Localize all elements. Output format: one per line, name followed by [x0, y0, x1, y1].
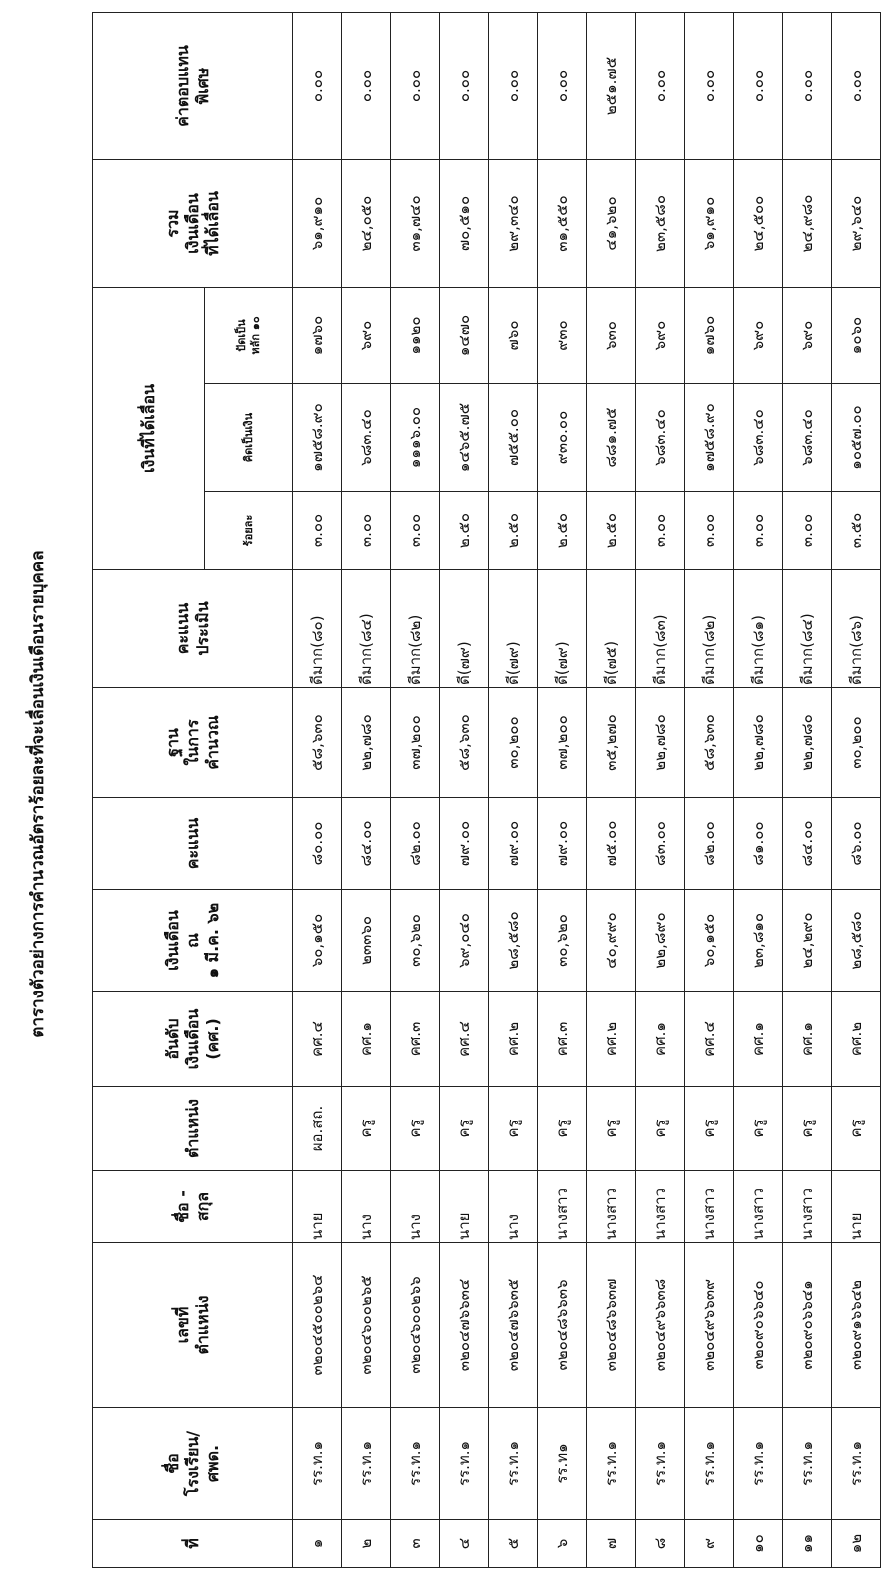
- cell-increase-amount: ๖๘๓.๔๐: [783, 384, 832, 492]
- cell-position: ครู: [734, 1087, 783, 1171]
- cell-name: นางสาว: [636, 1171, 685, 1243]
- cell-position-number: ๓๒๐๔๖๐๐๒๖๕: [342, 1243, 391, 1408]
- cell-position: ครู: [440, 1087, 489, 1171]
- cell-score: ๗๕.๐๐: [587, 798, 636, 890]
- cell-school: รร.ท.๑: [391, 1408, 440, 1520]
- cell-increase-rounded: ๙๓๐: [538, 288, 587, 384]
- cell-increase-rounded: ๑๔๗๐: [440, 288, 489, 384]
- cell-increase-percent: ๓.๐๐: [391, 492, 440, 570]
- cell-increase-rounded: ๑๗๖๐: [293, 288, 342, 384]
- cell-special: ๐.๐๐: [440, 13, 489, 160]
- header-name: ชื่อ - สกุล: [93, 1171, 293, 1243]
- cell-evaluation: ดีมาก(๘๐): [293, 570, 342, 688]
- cell-score: ๘๒.๐๐: [391, 798, 440, 890]
- table-row: [685, 13, 734, 1568]
- cell-increase-amount: ๗๕๕.๐๐: [489, 384, 538, 492]
- cell-increase-rounded: ๖๙๐: [342, 288, 391, 384]
- cell-salary: ๖๐,๑๕๐: [685, 890, 734, 992]
- cell-special: ๐.๐๐: [783, 13, 832, 160]
- cell-no: ๖: [538, 1520, 587, 1568]
- cell-evaluation: ดีมาก(๘๔): [342, 570, 391, 688]
- cell-increase-amount: ๘๘๑.๗๕: [587, 384, 636, 492]
- table-row: [832, 13, 881, 1568]
- header-increase-percent: ร้อยละ: [205, 492, 293, 570]
- cell-special: ๐.๐๐: [734, 13, 783, 160]
- cell-school: รร.ท.๑: [587, 1408, 636, 1520]
- cell-no: ๓: [391, 1520, 440, 1568]
- cell-name: นางสาว: [538, 1171, 587, 1243]
- cell-position: ครู: [342, 1087, 391, 1171]
- cell-total: ๔๑,๖๒๐: [587, 160, 636, 288]
- cell-no: ๑: [293, 1520, 342, 1568]
- cell-name: นาย: [832, 1171, 881, 1243]
- header-special: ค่าตอบแทน พิเศษ: [93, 13, 293, 160]
- cell-name: นางสาว: [685, 1171, 734, 1243]
- cell-increase-rounded: ๗๖๐: [489, 288, 538, 384]
- cell-base: ๒๒,๗๘๐: [734, 688, 783, 798]
- cell-position: ครู: [391, 1087, 440, 1171]
- cell-total: ๒๙,๓๔๐: [489, 160, 538, 288]
- cell-base: ๒๒,๗๘๐: [636, 688, 685, 798]
- header-evaluation: คะแนน ประเมิน: [93, 570, 293, 688]
- cell-special: ๐.๐๐: [489, 13, 538, 160]
- cell-increase-percent: ๓.๐๐: [685, 492, 734, 570]
- cell-special: ๐.๐๐: [685, 13, 734, 160]
- cell-increase-rounded: ๑๐๖๐: [832, 288, 881, 384]
- header-increase: เงินที่ได้เลื่อน: [93, 288, 205, 570]
- cell-name: นาง: [391, 1171, 440, 1243]
- cell-position: ครู: [587, 1087, 636, 1171]
- cell-school: รร.ท๑: [538, 1408, 587, 1520]
- cell-increase-percent: ๓.๕๐: [832, 492, 881, 570]
- cell-base: ๕๘,๖๓๐: [293, 688, 342, 798]
- cell-increase-amount: ๖๘๓.๔๐: [636, 384, 685, 492]
- cell-increase-amount: ๑๐๕๗.๐๐: [832, 384, 881, 492]
- cell-increase-amount: ๑๗๕๘.๙๐: [293, 384, 342, 492]
- cell-salary: ๒๘,๕๘๐: [832, 890, 881, 992]
- cell-increase-rounded: ๑๑๒๐: [391, 288, 440, 384]
- cell-base: ๓๐,๒๐๐: [489, 688, 538, 798]
- table-header: [93, 13, 293, 1568]
- cell-position: ครู: [783, 1087, 832, 1171]
- cell-total: ๒๔,๐๕๐: [342, 160, 391, 288]
- cell-name: นาง: [342, 1171, 391, 1243]
- cell-salary: ๓๐,๖๒๐: [391, 890, 440, 992]
- cell-position-number: ๓๒๐๔๕๐๐๒๖๔: [293, 1243, 342, 1408]
- table-row: [636, 13, 685, 1568]
- cell-base: ๓๕,๒๗๐: [587, 688, 636, 798]
- table-row: [440, 13, 489, 1568]
- cell-school: รร.ท.๑: [440, 1408, 489, 1520]
- cell-position-number: ๓๒๐๔๙๖๖๓๘: [636, 1243, 685, 1408]
- cell-no: ๑๐: [734, 1520, 783, 1568]
- cell-increase-amount: ๑๑๑๖.๐๐: [391, 384, 440, 492]
- cell-no: ๑๑: [783, 1520, 832, 1568]
- cell-increase-percent: ๓.๐๐: [636, 492, 685, 570]
- table-body: [293, 13, 881, 1568]
- cell-increase-amount: ๑๔๖๕.๗๕: [440, 384, 489, 492]
- cell-position-number: ๓๒๐๔๗๖๖๓๔: [440, 1243, 489, 1408]
- cell-increase-rounded: ๑๗๖๐: [685, 288, 734, 384]
- cell-increase-rounded: ๖๓๐: [587, 288, 636, 384]
- header-position: ตำแหน่ง: [93, 1087, 293, 1171]
- header-score: คะแนน: [93, 798, 293, 890]
- cell-total: ๓๑,๗๔๐: [391, 160, 440, 288]
- cell-increase-amount: ๙๓๐.๐๐: [538, 384, 587, 492]
- cell-position-number: ๓๒๐๙๐๖๖๔๑: [783, 1243, 832, 1408]
- cell-increase-amount: ๖๘๓.๔๐: [734, 384, 783, 492]
- cell-score: ๘๑.๐๐: [734, 798, 783, 890]
- cell-evaluation: ดี(๗๙): [489, 570, 538, 688]
- header-increase-amount: คิดเป็นเงิน: [205, 384, 293, 492]
- cell-increase-percent: ๒.๕๐: [489, 492, 538, 570]
- cell-grade: คศ.๔: [440, 992, 489, 1087]
- cell-base: ๕๘,๖๓๐: [685, 688, 734, 798]
- cell-salary: ๖๙,๐๔๐: [440, 890, 489, 992]
- cell-school: รร.ท.๑: [783, 1408, 832, 1520]
- cell-increase-percent: ๓.๐๐: [293, 492, 342, 570]
- cell-increase-rounded: ๖๙๐: [783, 288, 832, 384]
- cell-base: ๕๘,๖๓๐: [440, 688, 489, 798]
- table-row: [783, 13, 832, 1568]
- cell-special: ๐.๐๐: [293, 13, 342, 160]
- cell-score: ๗๙.๐๐: [440, 798, 489, 890]
- cell-total: ๖๑,๙๑๐: [293, 160, 342, 288]
- cell-grade: คศ.๑: [783, 992, 832, 1087]
- cell-name: นางสาว: [734, 1171, 783, 1243]
- cell-school: รร.ท.๑: [636, 1408, 685, 1520]
- cell-position-number: ๓๒๐๔๙๖๖๓๙: [685, 1243, 734, 1408]
- cell-score: ๗๙.๐๐: [538, 798, 587, 890]
- cell-position: ครู: [538, 1087, 587, 1171]
- cell-special: ๐.๐๐: [636, 13, 685, 160]
- cell-position-number: ๓๒๐๔๗๖๖๓๕: [489, 1243, 538, 1408]
- cell-grade: คศ.๑: [342, 992, 391, 1087]
- cell-grade: คศ.๒: [489, 992, 538, 1087]
- cell-total: ๒๔,๙๘๐: [783, 160, 832, 288]
- cell-name: นางสาว: [783, 1171, 832, 1243]
- header-salary: เงินเดือน ณ ๑ มี.ค. ๖๒: [93, 890, 293, 992]
- cell-grade: คศ.๒: [832, 992, 881, 1087]
- cell-name: นาง: [489, 1171, 538, 1243]
- cell-special: ๐.๐๐: [538, 13, 587, 160]
- header-increase-rounded: ปัดเป็น หลัก ๑๐: [205, 288, 293, 384]
- cell-name: นาย: [293, 1171, 342, 1243]
- cell-increase-rounded: ๖๙๐: [636, 288, 685, 384]
- cell-increase-percent: ๓.๐๐: [783, 492, 832, 570]
- cell-school: รร.ท.๑: [342, 1408, 391, 1520]
- cell-evaluation: ดีมาก(๘๒): [685, 570, 734, 688]
- cell-score: ๘๔.๐๐: [783, 798, 832, 890]
- table-row: [293, 13, 342, 1568]
- cell-score: ๘๓.๐๐: [636, 798, 685, 890]
- cell-increase-percent: ๒.๕๐: [538, 492, 587, 570]
- cell-total: ๓๑,๕๕๐: [538, 160, 587, 288]
- cell-position-number: ๓๒๐๙๑๖๖๔๒: [832, 1243, 881, 1408]
- cell-base: ๓๗,๒๐๐: [538, 688, 587, 798]
- cell-position-number: ๓๒๐๔๘๖๖๓๗: [587, 1243, 636, 1408]
- cell-name: นางสาว: [587, 1171, 636, 1243]
- cell-position-number: ๓๒๐๔๖๐๐๒๖๖: [391, 1243, 440, 1408]
- table-row: [587, 13, 636, 1568]
- salary-table: [92, 12, 881, 1568]
- cell-grade: คศ.๓: [538, 992, 587, 1087]
- cell-evaluation: ดีมาก(๘๒): [391, 570, 440, 688]
- cell-grade: คศ.๑: [636, 992, 685, 1087]
- cell-salary: ๒๘,๕๘๐: [489, 890, 538, 992]
- cell-total: ๒๓,๕๘๐: [636, 160, 685, 288]
- cell-salary: ๓๐,๖๒๐: [538, 890, 587, 992]
- cell-total: ๗๐,๕๑๐: [440, 160, 489, 288]
- table-row: [391, 13, 440, 1568]
- cell-school: รร.ท.๑: [685, 1408, 734, 1520]
- cell-position-number: ๓๒๐๙๐๖๖๔๐: [734, 1243, 783, 1408]
- cell-name: นาย: [440, 1171, 489, 1243]
- cell-salary: ๖๐,๑๕๐: [293, 890, 342, 992]
- cell-evaluation: ดี(๗๕): [587, 570, 636, 688]
- header-total: รวม เงินเดือน ที่ได้เลื่อน: [93, 160, 293, 288]
- cell-no: ๑๒: [832, 1520, 881, 1568]
- cell-special: ๒๕๑.๗๕: [587, 13, 636, 160]
- cell-increase-percent: ๓.๐๐: [734, 492, 783, 570]
- cell-base: ๓๗,๒๐๐: [391, 688, 440, 798]
- cell-evaluation: ดีมาก(๘๖): [832, 570, 881, 688]
- cell-increase-percent: ๒.๕๐: [440, 492, 489, 570]
- header-base: ฐาน ในการ คำนวณ: [93, 688, 293, 798]
- cell-no: ๙: [685, 1520, 734, 1568]
- cell-evaluation: ดีมาก(๘๓): [636, 570, 685, 688]
- cell-salary: ๒๒,๘๙๐: [636, 890, 685, 992]
- cell-special: ๐.๐๐: [391, 13, 440, 160]
- header-grade: อันดับ เงินเดือน (คศ.): [93, 992, 293, 1087]
- cell-grade: คศ.๔: [685, 992, 734, 1087]
- cell-base: ๒๒,๗๘๐: [783, 688, 832, 798]
- table-row: [489, 13, 538, 1568]
- cell-grade: คศ.๔: [293, 992, 342, 1087]
- cell-score: ๘๔.๐๐: [342, 798, 391, 890]
- cell-score: ๘๖.๐๐: [832, 798, 881, 890]
- cell-no: ๔: [440, 1520, 489, 1568]
- header-position-number: เลขที่ ตำแหน่ง: [93, 1243, 293, 1408]
- cell-special: ๐.๐๐: [832, 13, 881, 160]
- cell-evaluation: ดีมาก(๘๑): [734, 570, 783, 688]
- cell-position: ครู: [636, 1087, 685, 1171]
- cell-total: ๒๙,๖๔๐: [832, 160, 881, 288]
- cell-special: ๐.๐๐: [342, 13, 391, 160]
- cell-score: ๗๙.๐๐: [489, 798, 538, 890]
- cell-total: ๖๑,๙๑๐: [685, 160, 734, 288]
- cell-score: ๘๒.๐๐: [685, 798, 734, 890]
- cell-no: ๒: [342, 1520, 391, 1568]
- cell-no: ๘: [636, 1520, 685, 1568]
- cell-school: รร.ท.๑: [832, 1408, 881, 1520]
- cell-school: รร.ท.๑: [489, 1408, 538, 1520]
- header-no: ที่: [93, 1520, 293, 1568]
- cell-score: ๘๐.๐๐: [293, 798, 342, 890]
- cell-grade: คศ.๓: [391, 992, 440, 1087]
- cell-evaluation: ดี(๗๙): [538, 570, 587, 688]
- cell-salary: ๒๓,๘๑๐: [734, 890, 783, 992]
- cell-total: ๒๔,๕๐๐: [734, 160, 783, 288]
- header-school: ชื่อ โรงเรียน/ ศพด.: [93, 1408, 293, 1520]
- table-row: [734, 13, 783, 1568]
- cell-base: ๓๐,๒๐๐: [832, 688, 881, 798]
- cell-increase-rounded: ๖๙๐: [734, 288, 783, 384]
- cell-position-number: ๓๒๐๔๘๖๖๓๖: [538, 1243, 587, 1408]
- cell-evaluation: ดีมาก(๘๔): [783, 570, 832, 688]
- cell-salary: ๔๐,๙๙๐: [587, 890, 636, 992]
- cell-salary: ๒๔,๒๙๐: [783, 890, 832, 992]
- cell-position: ครู: [685, 1087, 734, 1171]
- cell-evaluation: ดี(๗๙): [440, 570, 489, 688]
- cell-salary: ๒๓๓๖๐: [342, 890, 391, 992]
- cell-increase-amount: ๑๗๕๘.๙๐: [685, 384, 734, 492]
- table-row: [538, 13, 587, 1568]
- cell-increase-amount: ๖๘๓.๔๐: [342, 384, 391, 492]
- cell-position: ครู: [489, 1087, 538, 1171]
- cell-position: ผอ.สถ.: [293, 1087, 342, 1171]
- table-row: [342, 13, 391, 1568]
- cell-position: ครู: [832, 1087, 881, 1171]
- cell-increase-percent: ๒.๕๐: [587, 492, 636, 570]
- cell-base: ๒๒,๗๘๐: [342, 688, 391, 798]
- cell-grade: คศ.๑: [734, 992, 783, 1087]
- cell-school: รร.ท.๑: [734, 1408, 783, 1520]
- cell-no: ๗: [587, 1520, 636, 1568]
- cell-increase-percent: ๓.๐๐: [342, 492, 391, 570]
- cell-school: รร.ท.๑: [293, 1408, 342, 1520]
- page-title: ตารางตัวอย่างการคำนวณอัตราร้อยละที่จะเลื่อนเงินเดือนรายบุคคล: [28, 550, 48, 1038]
- cell-no: ๕: [489, 1520, 538, 1568]
- cell-grade: คศ.๒: [587, 992, 636, 1087]
